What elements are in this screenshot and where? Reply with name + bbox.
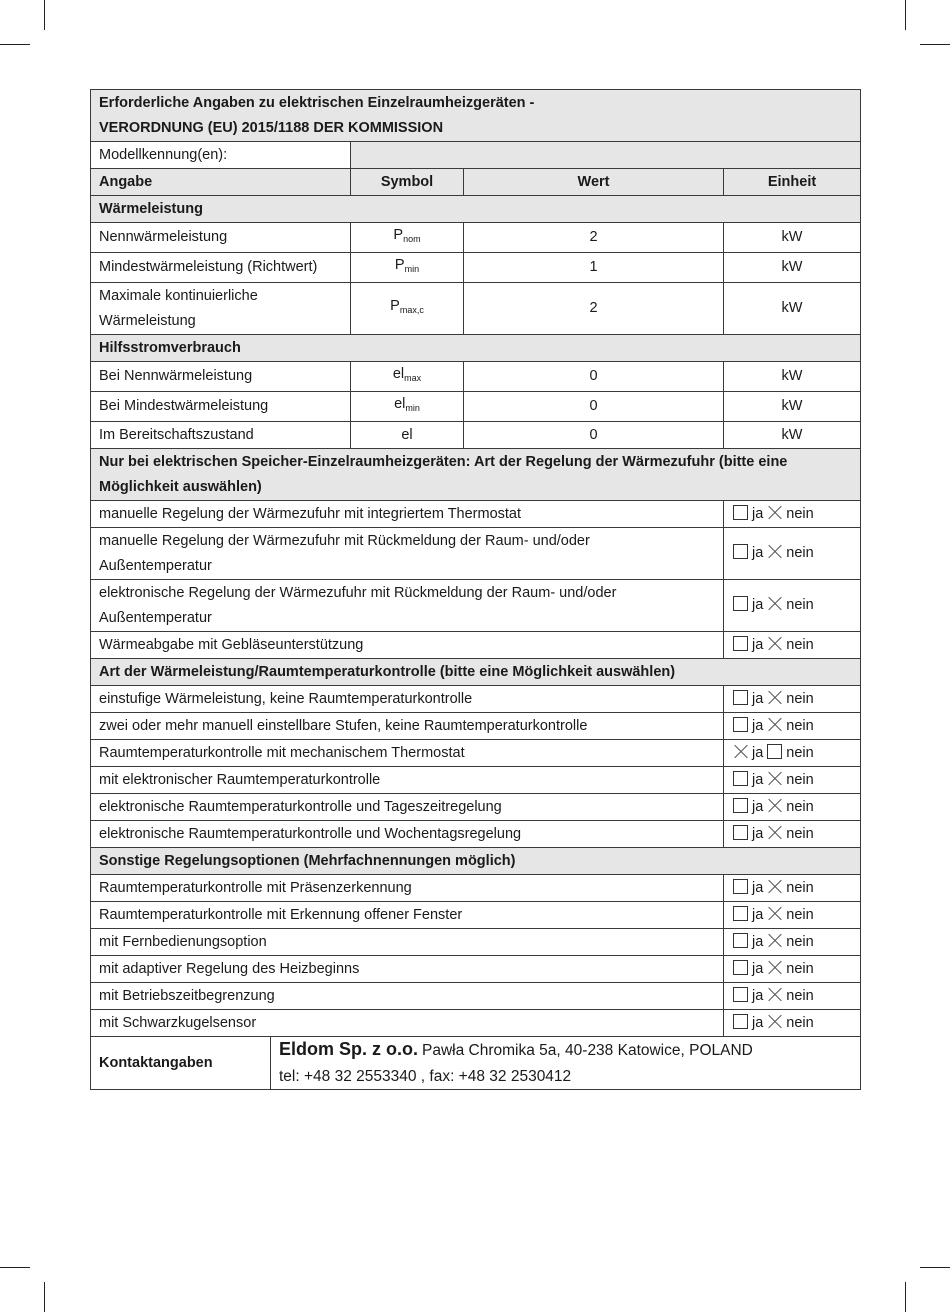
checkbox-ja[interactable]: [733, 933, 748, 948]
yes-label: ja: [752, 825, 764, 842]
checkbox-nein[interactable]: [767, 879, 782, 894]
row-symbol: $P_{min}$: [351, 253, 464, 283]
yes-label: ja: [752, 879, 764, 896]
column-header-symbol: Symbol: [351, 169, 464, 196]
checkbox-ja[interactable]: [733, 771, 748, 786]
yes-label: ja: [752, 906, 764, 923]
yes-no-choice: [724, 929, 861, 956]
crop-mark: [0, 1267, 30, 1268]
contact-label: Kontaktangaben: [91, 1037, 271, 1090]
table-row: [91, 875, 861, 902]
checkbox-ja[interactable]: [733, 690, 748, 705]
row-label: manuelle Regelung der Wärmezufuhr mit integriertem Thermostat: [91, 501, 724, 528]
checkbox-nein[interactable]: [767, 544, 782, 559]
model-id-label: Modellkennung(en):: [91, 142, 351, 169]
no-label: nein: [786, 879, 814, 896]
checkbox-nein[interactable]: [767, 717, 782, 732]
yes-no-choice: [724, 767, 861, 794]
checkbox-ja[interactable]: [733, 596, 748, 611]
no-label: nein: [786, 545, 814, 561]
company-name: Eldom Sp. z o.o.: [279, 1039, 418, 1059]
section-aux-power: Hilfsstromverbrauch: [91, 335, 861, 362]
no-label: nein: [786, 636, 814, 653]
section-other-options: Sonstige Regelungsoptionen (Mehrfachnennungen möglich): [91, 848, 861, 875]
table-row: [91, 929, 861, 956]
company-address: Pawła Chromika 5a, 40-238 Katowice, POLAND: [422, 1042, 753, 1059]
no-label: nein: [786, 798, 814, 815]
checkbox-nein[interactable]: [767, 825, 782, 840]
no-label: nein: [786, 717, 814, 734]
checkbox-ja[interactable]: [733, 1014, 748, 1029]
crop-mark: [920, 1267, 950, 1268]
title-line-2: VERORDNUNG (EU) 2015/1188 DER KOMMISSION: [99, 119, 444, 136]
row-label: elektronische Regelung der Wärmezufuhr mit Rückmeldung der Raum- und/oder Außentemperatur: [91, 580, 724, 632]
checkbox-ja[interactable]: [733, 544, 748, 559]
checkbox-ja[interactable]: [733, 798, 748, 813]
row-unit: kW: [724, 392, 861, 422]
table-row: [91, 713, 861, 740]
checkbox-ja[interactable]: [733, 879, 748, 894]
checkbox-nein[interactable]: [767, 987, 782, 1002]
table-row: [91, 253, 861, 283]
row-label: elektronische Raumtemperaturkontrolle und Wochentagsregelung: [91, 821, 724, 848]
no-label: nein: [786, 744, 814, 761]
row-label: mit adaptiver Regelung des Heizbeginns: [91, 956, 724, 983]
row-unit: kW: [724, 422, 861, 449]
checkbox-nein[interactable]: [767, 636, 782, 651]
table-row: [91, 422, 861, 449]
yes-no-choice: [724, 632, 861, 659]
row-label: Raumtemperaturkontrolle mit mechanischem Thermostat: [91, 740, 724, 767]
yes-no-choice: [724, 875, 861, 902]
row-value: 2: [464, 283, 724, 335]
form-title: [91, 90, 861, 142]
checkbox-ja[interactable]: [733, 717, 748, 732]
row-label: zwei oder mehr manuell einstellbare Stufen, keine Raumtemperaturkontrolle: [91, 713, 724, 740]
checkbox-nein[interactable]: [767, 744, 782, 759]
model-id-value: [351, 142, 861, 169]
yes-label: ja: [752, 771, 764, 788]
yes-no-choice: [724, 902, 861, 929]
row-label: Nennwärmeleistung: [91, 223, 351, 253]
checkbox-nein[interactable]: [767, 690, 782, 705]
row-label: Mindestwärmeleistung (Richtwert): [91, 253, 351, 283]
checkbox-nein[interactable]: [767, 1014, 782, 1029]
table-row: [91, 501, 861, 528]
checkbox-ja[interactable]: [733, 906, 748, 921]
checkbox-nein[interactable]: [767, 771, 782, 786]
no-label: nein: [786, 771, 814, 788]
row-label: Raumtemperaturkontrolle mit Präsenzerkennung: [91, 875, 724, 902]
checkbox-ja[interactable]: [733, 744, 748, 759]
table-row: [91, 983, 861, 1010]
yes-label: ja: [752, 987, 764, 1004]
crop-mark: [920, 44, 950, 45]
row-label: mit elektronischer Raumtemperaturkontrolle: [91, 767, 724, 794]
section-temperature-control: Art der Wärmeleistung/Raumtemperaturkontrolle (bitte eine Möglichkeit auswählen): [91, 659, 861, 686]
yes-label: ja: [752, 744, 764, 761]
yes-label: ja: [752, 636, 764, 653]
checkbox-nein[interactable]: [767, 933, 782, 948]
crop-mark: [44, 0, 45, 30]
yes-label: ja: [752, 798, 764, 815]
table-row: [91, 632, 861, 659]
row-label: mit Betriebszeitbegrenzung: [91, 983, 724, 1010]
row-value: 0: [464, 392, 724, 422]
table-row: [91, 362, 861, 392]
yes-label: ja: [752, 717, 764, 734]
yes-no-choice: [724, 794, 861, 821]
yes-no-choice: [724, 821, 861, 848]
yes-no-choice: [724, 501, 861, 528]
no-label: nein: [786, 1014, 814, 1031]
yes-no-choice: [724, 983, 861, 1010]
checkbox-nein[interactable]: [767, 596, 782, 611]
table-row: [91, 223, 861, 253]
row-value: 0: [464, 422, 724, 449]
checkbox-ja[interactable]: [733, 825, 748, 840]
section-storage-heater: Nur bei elektrischen Speicher-Einzelraumheizgeräten: Art der Regelung der Wärmezufuhr (bitte eine Möglichkeit auswählen): [91, 449, 861, 501]
yes-label: ja: [752, 960, 764, 977]
table-row: [91, 794, 861, 821]
row-label: Wärmeabgabe mit Gebläseunterstützung: [91, 632, 724, 659]
no-label: nein: [786, 505, 814, 522]
crop-mark: [0, 44, 30, 45]
crop-mark: [905, 1282, 906, 1312]
yes-no-choice: [724, 1010, 861, 1037]
row-label: elektronische Raumtemperaturkontrolle und Tageszeitregelung: [91, 794, 724, 821]
no-label: nein: [786, 933, 814, 950]
row-label: einstufige Wärmeleistung, keine Raumtemperaturkontrolle: [91, 686, 724, 713]
table-row: [91, 956, 861, 983]
yes-no-choice: [724, 713, 861, 740]
row-value: 2: [464, 223, 724, 253]
title-line-1: Erforderliche Angaben zu elektrischen Einzelraumheizgeräten -: [99, 94, 535, 111]
yes-label: ja: [752, 1014, 764, 1031]
table-row: [91, 821, 861, 848]
yes-label: ja: [752, 690, 764, 707]
table-row: [91, 283, 861, 335]
checkbox-ja[interactable]: [733, 636, 748, 651]
row-unit: kW: [724, 253, 861, 283]
row-value: 1: [464, 253, 724, 283]
row-value: 0: [464, 362, 724, 392]
checkbox-ja[interactable]: [733, 960, 748, 975]
row-symbol: $P_{nom}$: [351, 223, 464, 253]
row-label: Bei Mindestwärmeleistung: [91, 392, 351, 422]
section-heat-output: Wärmeleistung: [91, 196, 861, 223]
no-label: nein: [786, 825, 814, 842]
table-row: [91, 686, 861, 713]
yes-label: ja: [752, 505, 764, 522]
row-symbol: $el_{max}$: [351, 362, 464, 392]
checkbox-nein[interactable]: [767, 906, 782, 921]
yes-no-choice: [724, 956, 861, 983]
checkbox-ja[interactable]: [733, 987, 748, 1002]
column-header-einheit: Einheit: [724, 169, 861, 196]
yes-label: ja: [752, 933, 764, 950]
table-row: [91, 580, 861, 632]
no-label: nein: [786, 597, 814, 613]
row-label: Maximale kontinuierliche Wärmeleistung: [91, 283, 351, 335]
yes-no-choice: [724, 686, 861, 713]
checkbox-nein[interactable]: [767, 798, 782, 813]
row-label: manuelle Regelung der Wärmezufuhr mit Rückmeldung der Raum- und/oder Außentemperatur: [91, 528, 724, 580]
column-header-angabe: Angabe: [91, 169, 351, 196]
row-unit: kW: [724, 283, 861, 335]
row-label: mit Fernbedienungsoption: [91, 929, 724, 956]
column-header-wert: Wert: [464, 169, 724, 196]
yes-label: ja: [752, 545, 764, 561]
no-label: nein: [786, 906, 814, 923]
table-row: [91, 1010, 861, 1037]
table-row: [91, 767, 861, 794]
contact-details: [271, 1037, 861, 1090]
row-label: Raumtemperaturkontrolle mit Erkennung offener Fenster: [91, 902, 724, 929]
checkbox-ja[interactable]: [733, 505, 748, 520]
table-row: [91, 392, 861, 422]
row-label: mit Schwarzkugelsensor: [91, 1010, 724, 1037]
row-symbol: $el_{min}$: [351, 392, 464, 422]
energy-label-table: [90, 89, 861, 1090]
row-label: Bei Nennwärmeleistung: [91, 362, 351, 392]
table-row: [91, 528, 861, 580]
table-row: [91, 902, 861, 929]
no-label: nein: [786, 690, 814, 707]
checkbox-nein[interactable]: [767, 960, 782, 975]
yes-no-choice: [724, 528, 861, 580]
no-label: nein: [786, 960, 814, 977]
row-unit: kW: [724, 362, 861, 392]
no-label: nein: [786, 987, 814, 1004]
yes-label: ja: [752, 597, 764, 613]
row-unit: kW: [724, 223, 861, 253]
crop-mark: [44, 1282, 45, 1312]
company-phone-fax: tel: +48 32 2553340 , fax: +48 32 2530412: [279, 1068, 572, 1085]
yes-no-choice: [724, 580, 861, 632]
crop-mark: [905, 0, 906, 30]
checkbox-nein[interactable]: [767, 505, 782, 520]
yes-no-choice: [724, 740, 861, 767]
row-label: Im Bereitschaftszustand: [91, 422, 351, 449]
table-row: [91, 740, 861, 767]
row-symbol: $P_{max,c}$: [351, 283, 464, 335]
row-symbol: el: [351, 422, 464, 449]
